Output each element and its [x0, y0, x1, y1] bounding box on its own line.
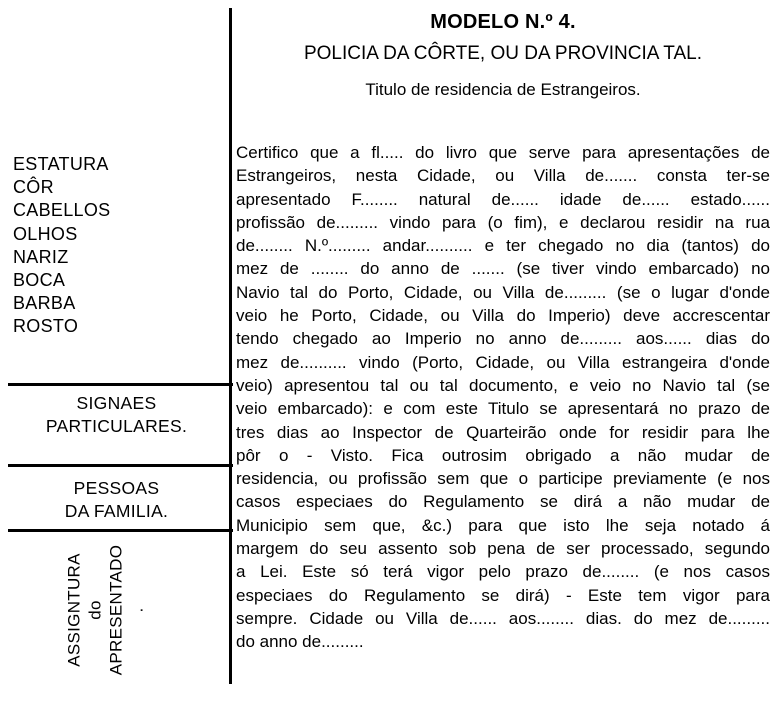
- section-label-line: PARTICULARES.: [45, 416, 188, 436]
- certificate-text-line: profissão de......... vindo para (o fim), e declarou residir na rua: [236, 212, 770, 232]
- certificate-text-line: Certifico que a fl..... do livro que serve para apresentações de: [236, 143, 770, 162]
- traits-list: [13, 153, 110, 339]
- trait-label: CABELLOS: [13, 200, 111, 221]
- signature-line: APRESENTADO: [105, 544, 125, 676]
- trait-label: NARIZ: [13, 246, 69, 267]
- section-pessoas-familia: [0, 477, 233, 523]
- trait-label: ROSTO: [13, 316, 79, 337]
- certificate-text-line: Municipio sem que, &c.) para que isto lhe seja notado á: [236, 515, 770, 535]
- certificate-text-line: pôr o - Visto. Fica outrosim obrigado a não mudar de: [236, 445, 770, 465]
- certificate-text-line: veio he Porto, Cidade, ou Villa do Imperio) deve accrescentar: [236, 306, 770, 326]
- signature-line: do: [84, 600, 104, 620]
- signature-line: .: [126, 607, 146, 613]
- section-divider-top: [8, 383, 233, 386]
- certificate-text-line: mez de.......... vindo (Porto, Cidade, ou Villa estrangeira d'onde: [236, 352, 770, 372]
- document-title: MODELO N.º 4.: [430, 11, 576, 33]
- section-divider-bottom: [8, 529, 233, 532]
- certificate-text-line: mez de ........ do anno de ....... (se tiver vindo embarcado) no: [236, 259, 770, 279]
- document-subject: Titulo de residencia de Estrangeiros.: [365, 80, 641, 99]
- trait-label: BARBA: [13, 293, 76, 314]
- trait-label: CÔR: [13, 177, 54, 198]
- signature-block: [30, 535, 180, 685]
- certificate-text-line: tendo chegado ao Imperio no anno de......... aos...... dias do: [236, 329, 770, 349]
- certificate-text-line: Navio tal do Porto, Cidade, ou Villa de......... (se o lugar d'onde: [236, 282, 770, 302]
- section-label-line: SIGNAES: [76, 393, 157, 413]
- trait-label: ESTATURA: [13, 154, 109, 174]
- document-subtitle: POLICIA DA CÔRTE, OU DA PROVINCIA TAL.: [303, 43, 703, 64]
- certificate-text-line: sempre. Cidade ou Villa de...... aos........ dias. do mez de.........: [236, 608, 770, 628]
- certificate-text-line: especiaes do Regulamento se dirá) - Este tem vigor para: [236, 585, 770, 605]
- certificate-text: [236, 141, 770, 654]
- certificate-text-line: veio embarcado): e com este Titulo se apresentará no prazo de: [236, 399, 770, 419]
- certificate-text-line: apresentado F........ natural de...... idade de...... estado......: [236, 189, 770, 209]
- certificate-text-line: a Lei. Este só terá vigor pelo prazo de........ (e nos casos: [236, 562, 770, 582]
- certificate-text-line: do anno de.........: [236, 632, 364, 652]
- certificate-text-line: residencia, ou profissão sem que o participe previamente (e nos: [236, 469, 770, 489]
- certificate-text-line: Estrangeiros, nesta Cidade, ou Villa de....... consta ter-se: [236, 166, 770, 186]
- section-label-line: PESSOAS: [73, 478, 160, 498]
- signature-line: ASSIGNTURA: [63, 553, 83, 667]
- section-label-line: DA FAMILIA.: [64, 501, 169, 521]
- certificate-text-line: tres dias ao Inspector de Quarteirão onde for residir para lhe: [236, 422, 770, 442]
- certificate-text-line: casos especiaes do Regulamento se dirá a não mudar de: [236, 492, 770, 512]
- certificate-text-line: margem do seu assento sob pena de ser processado, segundo: [236, 539, 770, 559]
- certificate-text-line: de........ N.º......... andar.......... e ter chegado no dia (tantos) do: [236, 236, 770, 256]
- trait-label: BOCA: [13, 270, 66, 291]
- section-divider-middle: [8, 464, 233, 467]
- section-signaes-particulares: [0, 392, 233, 438]
- vertical-divider: [229, 8, 232, 684]
- certificate-text-line: veio) apresentou tal ou tal documento, e veio no Navio tal (se: [236, 375, 770, 395]
- signature-rotated-text: [63, 545, 147, 676]
- trait-label: OLHOS: [13, 223, 78, 244]
